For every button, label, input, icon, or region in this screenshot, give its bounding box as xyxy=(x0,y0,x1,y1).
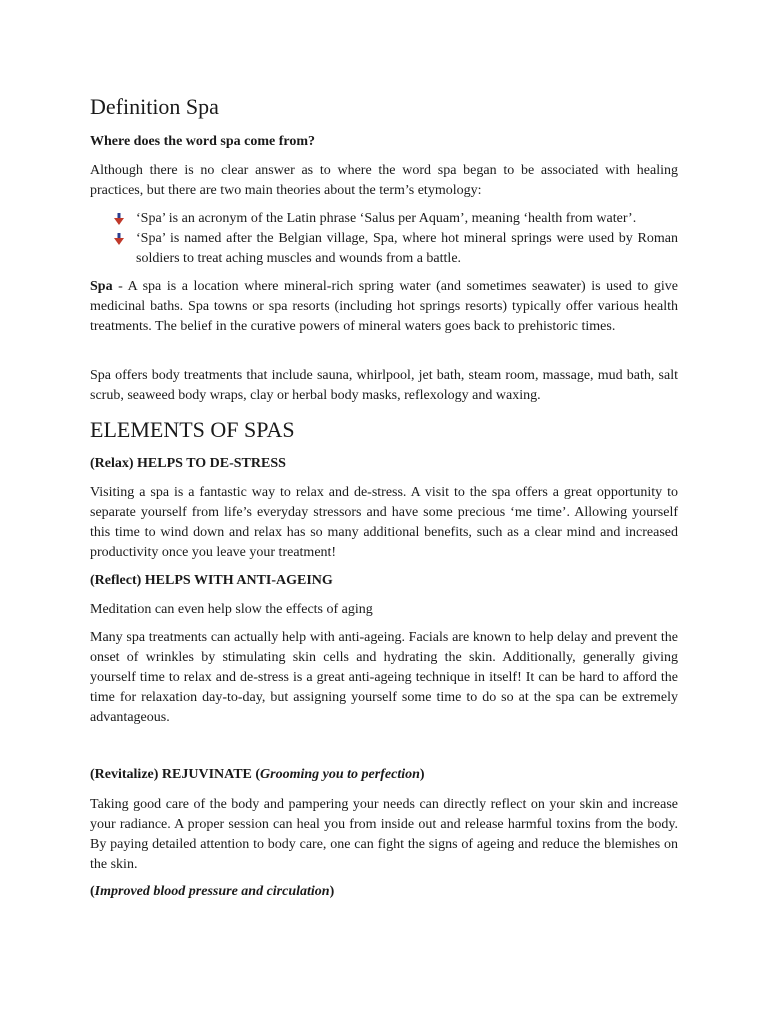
elements-title: ELEMENTS OF SPAS xyxy=(90,417,295,442)
blood-heading-post: ) xyxy=(329,884,335,899)
down-arrow-bullet-icon xyxy=(113,213,125,225)
list-item xyxy=(113,209,678,229)
list-item xyxy=(113,229,678,269)
revitalize-paragraph: Taking good care of the body and pampering your needs can directly reflect on your skin and increase your radiance. A proper session can heal you from inside out and release harmful toxins from the body. By paying detailed attention to body care, one can fight the signs of ageing and reduce the blemishes on the skin. xyxy=(90,797,678,872)
bullet-text: ‘Spa’ is an acronym of the Latin phrase ‘Salus per Aquam’, meaning ‘health from water’. xyxy=(136,211,637,226)
spa-definition-text: - A spa is a location where mineral-rich spring water (and sometimes seawater) is used to give medicinal baths. Spa towns or spa resorts (including hot springs resorts) typically offer various health treatments. The belief in the curative powers of mineral waters goes back to prehistoric times. xyxy=(90,279,678,334)
reflect-intro: Meditation can even help slow the effects of aging xyxy=(90,602,373,617)
blood-pressure-heading xyxy=(90,883,678,901)
etymology-list xyxy=(113,209,678,269)
relax-heading: (Relax) HELPS TO DE-STRESS xyxy=(90,456,286,471)
spa-offers-paragraph: Spa offers body treatments that include sauna, whirlpool, jet bath, steam room, massage, mud bath, salt scrub, seaweed body wraps, clay or herbal body masks, reflexology and waxing. xyxy=(90,368,678,403)
reflect-paragraph: Many spa treatments can actually help with anti-ageing. Facials are known to help delay and prevent the onset of wrinkles by stimulating skin cells and hydrating the skin. Additionally, generally giving yourself time to relax and de-stress is a great anti-ageing technique in itself! It can be hard to afford the time for relaxation day-to-day, but assigning yourself some time to do so at the spa can be extremely advantageous. xyxy=(90,630,678,725)
blood-heading-pre: ( xyxy=(90,884,95,899)
revitalize-heading-pre: (Revitalize) REJUVINATE ( xyxy=(90,767,261,782)
spa-term: Spa xyxy=(90,279,113,294)
intro-paragraph: Although there is no clear answer as to where the word spa began to be associated with healing practices, but there are two main theories about the term’s etymology: xyxy=(90,163,678,198)
revitalize-heading xyxy=(90,766,678,784)
bullet-text: ‘Spa’ is named after the Belgian village, Spa, where hot mineral springs were used by Roman soldiers to treat aching muscles and wounds from a battle. xyxy=(136,231,678,266)
reflect-heading: (Reflect) HELPS WITH ANTI-AGEING xyxy=(90,573,333,588)
spa-definition-paragraph xyxy=(90,277,678,337)
page-title: Definition Spa xyxy=(90,94,219,119)
revitalize-heading-post: ) xyxy=(419,767,425,782)
down-arrow-bullet-icon xyxy=(113,233,125,245)
blood-heading-italic: Improved blood pressure and circulation xyxy=(94,884,330,899)
relax-paragraph: Visiting a spa is a fantastic way to relax and de-stress. A visit to the spa offers a great opportunity to separate yourself from life’s everyday stressors and have some precious ‘me time’. Allowing yourself this time to wind down and relax has so many additional benefits, such as a clear mind and increased productivity once you leave your treatment! xyxy=(90,485,678,560)
question-heading: Where does the word spa come from? xyxy=(90,134,316,149)
revitalize-heading-italic: Grooming you to perfection xyxy=(260,767,420,782)
